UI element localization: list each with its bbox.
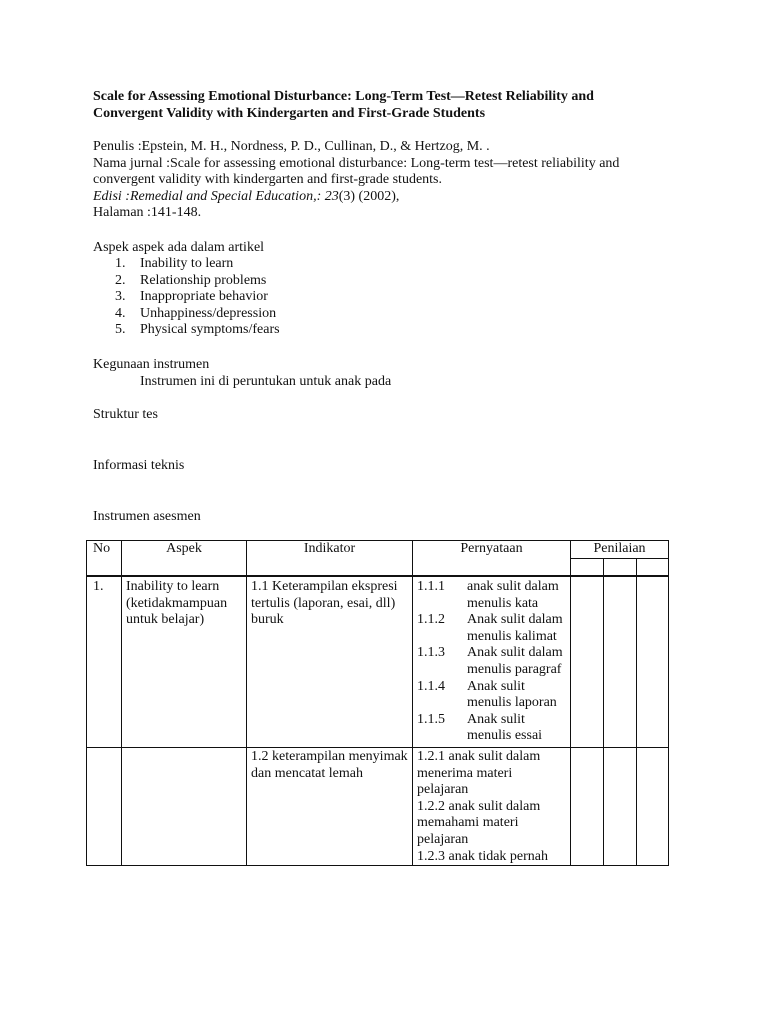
- statement-text: anak sulit dalam menulis kata: [467, 579, 559, 611]
- list-label: Inability to learn: [140, 256, 234, 271]
- title-line-2: Convergent Validity with Kindergarten and First-Grade Students: [93, 105, 486, 121]
- table-header-row: [87, 541, 669, 559]
- list-number: 3.: [115, 289, 126, 305]
- instrumen-heading: Instrumen asesmen: [93, 509, 201, 524]
- list-label: Inappropriate behavior: [140, 289, 268, 305]
- statement-code: 1.1.1: [417, 579, 445, 594]
- score-cell: [637, 747, 669, 865]
- cell-indikator: 1.2 keterampilan menyimak dan mencatat lemah: [247, 747, 413, 865]
- aspek-list: [93, 256, 280, 339]
- jurnal-line-1: Nama jurnal :Scale for assessing emotional disturbance: Long-term test—retest reliability and: [93, 155, 620, 171]
- statement-item: [417, 645, 566, 678]
- informasi-heading: Informasi teknis: [93, 458, 185, 473]
- statement-code: 1.1.4: [417, 678, 445, 694]
- list-label: Relationship problems: [140, 272, 267, 288]
- cell-indikator: 1.1 Keterampilan ekspresi tertulis (laporan, esai, dll) buruk: [247, 577, 413, 748]
- list-label: Unhappiness/depression: [140, 305, 277, 321]
- edisi-line: [93, 189, 693, 206]
- list-label: Physical symptoms/fears: [140, 322, 280, 338]
- statement-item: 1.2.2 anak sulit dalam memahami materi pelajaran: [417, 798, 541, 847]
- list-item: [93, 306, 280, 323]
- score-subcell: [571, 559, 604, 576]
- score-subcell: [637, 559, 669, 576]
- edisi-suffix: (3) (2002),: [338, 188, 400, 204]
- list-number: 2.: [115, 272, 126, 288]
- statement-text: Anak sulit menulis essai: [467, 711, 543, 744]
- list-number: 5.: [115, 322, 126, 338]
- statement-item: [417, 579, 566, 612]
- header-penilaian: Penilaian: [571, 541, 669, 559]
- statement-code: 1.1.3: [417, 645, 445, 661]
- list-number: 1.: [115, 256, 126, 271]
- list-number: 4.: [115, 305, 126, 321]
- score-cell: [604, 577, 637, 748]
- halaman-line: Halaman :141-148.: [93, 205, 202, 221]
- statement-text: Anak sulit dalam menulis kalimat: [467, 612, 563, 644]
- jurnal-line-2: convergent validity with kindergarten and first-grade students.: [93, 172, 443, 188]
- kegunaan-heading: Kegunaan instrumen: [93, 357, 210, 372]
- cell-no: 1.: [87, 577, 122, 748]
- header-aspek: Aspek: [122, 541, 247, 576]
- cell-aspek: Inability to learn (ketidakmampuan untuk belajar): [122, 577, 247, 748]
- header-no: No: [87, 541, 122, 576]
- list-item: [93, 322, 280, 339]
- edisi-prefix: Edisi :Remedial and Special Education,: 23: [93, 188, 339, 204]
- statement-text: Anak sulit menulis laporan: [467, 678, 557, 711]
- score-cell: [604, 747, 637, 865]
- list-item: [93, 273, 280, 290]
- statement-text: Anak sulit dalam menulis paragraf: [467, 645, 563, 677]
- kegunaan-description: Instrumen ini di peruntukan untuk anak pada: [140, 374, 392, 389]
- statement-code: 1.1.5: [417, 711, 445, 727]
- aspek-heading: Aspek aspek ada dalam artikel: [93, 240, 265, 255]
- statement-item: [417, 612, 566, 645]
- statement-code: 1.1.2: [417, 612, 445, 628]
- list-item: [93, 256, 280, 273]
- score-subcell: [604, 559, 637, 576]
- cell-no: [87, 747, 122, 865]
- struktur-heading: Struktur tes: [93, 407, 158, 422]
- table-row: [87, 747, 669, 865]
- statement-item: 1.2.1 anak sulit dalam menerima materi pelajaran: [417, 748, 541, 798]
- cell-pernyataan: [413, 747, 571, 865]
- list-item: [93, 289, 280, 306]
- header-pernyataan: Pernyataan: [413, 541, 571, 576]
- score-cell: [637, 577, 669, 748]
- statement-item: [417, 712, 566, 745]
- cell-aspek: [122, 747, 247, 865]
- table-row: [87, 577, 669, 748]
- penulis-line: Penulis :Epstein, M. H., Nordness, P. D., Cullinan, D., & Hertzog, M. .: [93, 139, 490, 154]
- title-line-1: Scale for Assessing Emotional Disturbance: Long-Term Test—Retest Reliability and: [93, 89, 594, 104]
- statement-item: [417, 679, 566, 712]
- score-cell: [571, 577, 604, 748]
- score-cell: [571, 747, 604, 865]
- assessment-table: [86, 540, 669, 866]
- cell-pernyataan: [413, 577, 571, 748]
- document-title: [93, 89, 693, 122]
- header-indikator: Indikator: [247, 541, 413, 576]
- statement-item: 1.2.3 anak tidak pernah: [417, 848, 549, 864]
- article-metadata: [93, 139, 693, 222]
